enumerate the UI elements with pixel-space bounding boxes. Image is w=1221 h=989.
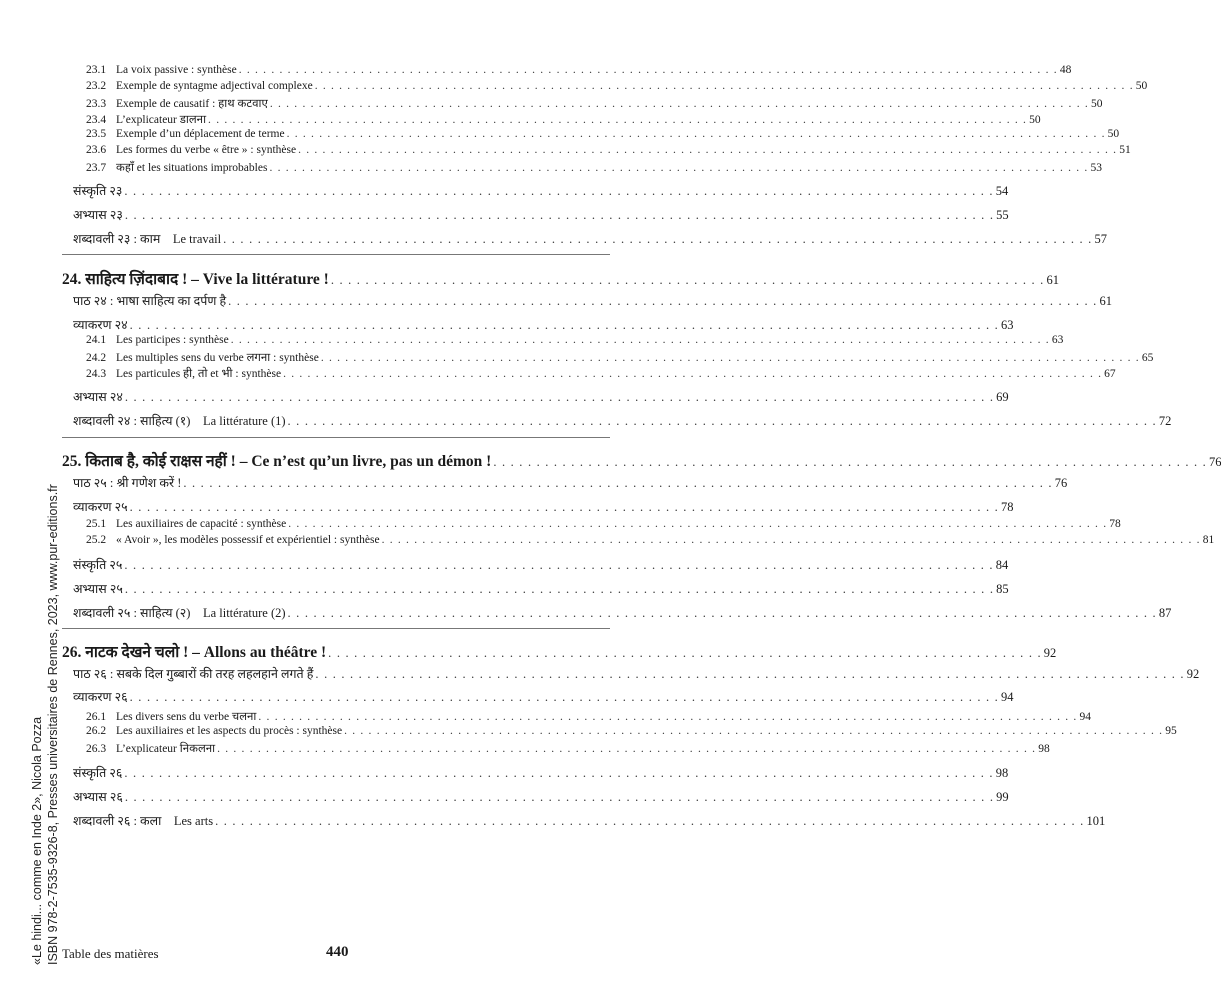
leader-dots: . . . . . . . . . . . . . . . . . . . . . . . . . . . . . . . . . . . . . . . . . . . . . . . . . . . . . . . . . . . . . . . . . . . . . . . . . . . . . . . . . . . — [493, 455, 1207, 469]
leader-dots: . . . . . . . . . . . . . . . . . . . . . . . . . . . . . . . . . . . . . . . . . . . . . . . . . . . . . . . . . . . . . . . . . . . . . . . . . . . . . . . . . . . . . . . . . . . . . . . . . . . . . — [124, 208, 995, 222]
page-number: 92 — [1186, 667, 1200, 681]
toc-entry-23-5[interactable]: 23.5 Exemple d’un déplacement de terme . . . . . . . . . . . . . . . . . . . . . . . . . . . . . . . . . . . . . . . . . . . . . . . . . . . . . . . . . . . . . . . . . . . . . . . . . . . . . . . . . . . . . . . . . . . . . . . . . . . . . 50 — [86, 128, 1120, 140]
page-number: 98 — [995, 766, 1009, 780]
page-number: 54 — [995, 184, 1009, 198]
leader-dots: . . . . . . . . . . . . . . . . . . . . . . . . . . . . . . . . . . . . . . . . . . . . . . . . . . . . . . . . . . . . . . . . . . . . . . . . . . . . . . . . . . . . . . . . . . . . . . . . . . . . . — [129, 318, 999, 332]
toc-vyakaran-25[interactable]: व्याकरण २५ . . . . . . . . . . . . . . . . . . . . . . . . . . . . . . . . . . . . . . . . . . . . . . . . . . . . . . . . . . . . . . . . . . . . . . . . . . . . . . . . . . . . . . . . . . . . . . . . . . . . . 78 — [73, 500, 1014, 514]
leader-dots: . . . . . . . . . . . . . . . . . . . . . . . . . . . . . . . . . . . . . . . . . . . . . . . . . . . . . . . . . . . . . . . . . . . . . . . . . . . . . . . . . . . . . . . . . . . . . . . . . . . . . — [287, 606, 1157, 620]
leader-dots: . . . . . . . . . . . . . . . . . . . . . . . . . . . . . . . . . . . . . . . . . . . . . . . . . . . . . . . . . . . . . . . . . . . . . . . . . . . . . . . . . . . . . . . . . . . . . . . . . . . . . — [287, 414, 1157, 428]
leader-dots: . . . . . . . . . . . . . . . . . . . . . . . . . . . . . . . . . . . . . . . . . . . . . . . . . . . . . . . . . . . . . . . . . . . . . . . . . . . . . . . . . . . . . . . . . . . . . . . . . . . . . — [215, 814, 1085, 828]
page-number: 50 — [1107, 128, 1120, 140]
leader-dots: . . . . . . . . . . . . . . . . . . . . . . . . . . . . . . . . . . . . . . . . . . . . . . . . . . . . . . . . . . . . . . . . . . . . . . . . . . . . . . . . . . . . . . . . . . . . . . . . . . . . . — [129, 690, 999, 704]
page-number: 72 — [1158, 414, 1172, 428]
page-number: 51 — [1119, 144, 1131, 156]
page-number: 94 — [1000, 690, 1014, 704]
toc-entry-24-3[interactable]: 24.3 Les particules ही, तो et भी : synthèse . . . . . . . . . . . . . . . . . . . . . . . . . . . . . . . . . . . . . . . . . . . . . . . . . . . . . . . . . . . . . . . . . . . . . . . . . . . . . . . . . . . . . . . . . . . . . . . . . . . . . 67 — [86, 368, 1116, 380]
page-number: 95 — [1165, 725, 1177, 737]
page-number: 50 — [1135, 80, 1148, 92]
page-number: 69 — [996, 390, 1009, 404]
page-number: 78 — [1109, 518, 1121, 530]
leader-dots: . . . . . . . . . . . . . . . . . . . . . . . . . . . . . . . . . . . . . . . . . . . . . . . . . . . . . . . . . . . . . . . . . . . . . . . . . . . . . . . . . . . . . . . . . . . . . . . . . . . . . — [208, 114, 1028, 126]
leader-dots: . . . . . . . . . . . . . . . . . . . . . . . . . . . . . . . . . . . . . . . . . . . . . . . . . . . . . . . . . . . . . . . . . . . . . . . . . . . . . . . . . . . — [328, 646, 1042, 660]
page-number: 63 — [1000, 318, 1014, 332]
page-number: 92 — [1043, 646, 1057, 660]
page-number: 87 — [1158, 606, 1172, 620]
toc-entry-23-7[interactable]: 23.7 कहाँ et les situations improbables . . . . . . . . . . . . . . . . . . . . . . . . . . . . . . . . . . . . . . . . . . . . . . . . . . . . . . . . . . . . . . . . . . . . . . . . . . . . . . . . . . . . . . . . . . . . . . . . . . . . . 53 — [86, 162, 1103, 174]
toc-entry-25-1[interactable]: 25.1 Les auxiliaires de capacité : synthèse . . . . . . . . . . . . . . . . . . . . . . . . . . . . . . . . . . . . . . . . . . . . . . . . . . . . . . . . . . . . . . . . . . . . . . . . . . . . . . . . . . . . . . . . . . . . . . . . . . . . . 78 — [86, 518, 1121, 530]
page-number: 48 — [1059, 64, 1072, 76]
toc-sanskriti-25[interactable]: संस्कृति २५ . . . . . . . . . . . . . . . . . . . . . . . . . . . . . . . . . . . . . . . . . . . . . . . . . . . . . . . . . . . . . . . . . . . . . . . . . . . . . . . . . . . . . . . . . . . . . . . . . . . . . 84 — [73, 558, 1009, 572]
leader-dots: . . . . . . . . . . . . . . . . . . . . . . . . . . . . . . . . . . . . . . . . . . . . . . . . . . . . . . . . . . . . . . . . . . . . . . . . . . . . . . . . . . . . . . . . . . . . . . . . . . . . . — [381, 534, 1201, 546]
leader-dots: . . . . . . . . . . . . . . . . . . . . . . . . . . . . . . . . . . . . . . . . . . . . . . . . . . . . . . . . . . . . . . . . . . . . . . . . . . . . . . . . . . . . . . . . . . . . . . . . . . . . . — [183, 476, 1053, 490]
leader-dots: . . . . . . . . . . . . . . . . . . . . . . . . . . . . . . . . . . . . . . . . . . . . . . . . . . . . . . . . . . . . . . . . . . . . . . . . . . . . . . . . . . . . . . . . . . . . . . . . . . . . . — [124, 790, 995, 804]
page-number: 57 — [1094, 232, 1107, 246]
toc-entry-23-3[interactable]: 23.3 Exemple de causatif : हाथ कटवाए . . . . . . . . . . . . . . . . . . . . . . . . . . . . . . . . . . . . . . . . . . . . . . . . . . . . . . . . . . . . . . . . . . . . . . . . . . . . . . . . . . . . . . . . . . . . . . . . . . . . . 50 — [86, 98, 1103, 110]
leader-dots: . . . . . . . . . . . . . . . . . . . . . . . . . . . . . . . . . . . . . . . . . . . . . . . . . . . . . . . . . . . . . . . . . . . . . . . . . . . . . . . . . . . . . . . . . . . . . . . . . . . . . — [288, 518, 1108, 530]
page-number: 67 — [1104, 368, 1116, 380]
leader-dots: . . . . . . . . . . . . . . . . . . . . . . . . . . . . . . . . . . . . . . . . . . . . . . . . . . . . . . . . . . . . . . . . . . . . . . . . . . . . . . . . . . . . . . . . . . . . . . . . . . . . . — [223, 232, 1093, 246]
page-number: 99 — [996, 790, 1009, 804]
toc-entry-26-2[interactable]: 26.2 Les auxiliaires et les aspects du procès : synthèse . . . . . . . . . . . . . . . . . . . . . . . . . . . . . . . . . . . . . . . . . . . . . . . . . . . . . . . . . . . . . . . . . . . . . . . . . . . . . . . . . . . . . . . . . . . . . . . . . . . . . 95 — [86, 725, 1177, 737]
toc-entry-23-2[interactable]: 23.2 Exemple de syntagme adjectival complexe . . . . . . . . . . . . . . . . . . . . . . . . . . . . . . . . . . . . . . . . . . . . . . . . . . . . . . . . . . . . . . . . . . . . . . . . . . . . . . . . . . . . . . . . . . . . . . . . . . . . . 50 — [86, 80, 1148, 92]
leader-dots: . . . . . . . . . . . . . . . . . . . . . . . . . . . . . . . . . . . . . . . . . . . . . . . . . . . . . . . . . . . . . . . . . . . . . . . . . . . . . . . . . . . . . . . . . . . . . . . . . . . . . — [315, 667, 1185, 681]
toc-entry-23-4[interactable]: 23.4 L’explicateur डालना . . . . . . . . . . . . . . . . . . . . . . . . . . . . . . . . . . . . . . . . . . . . . . . . . . . . . . . . . . . . . . . . . . . . . . . . . . . . . . . . . . . . . . . . . . . . . . . . . . . . . 50 — [86, 114, 1041, 126]
leader-dots: . . . . . . . . . . . . . . . . . . . . . . . . . . . . . . . . . . . . . . . . . . . . . . . . . . . . . . . . . . . . . . . . . . . . . . . . . . . . . . . . . . . . . . . . . . . . . . . . . . . . . — [230, 334, 1050, 346]
copyright-side-note — [30, 465, 60, 965]
toc-sanskriti-26[interactable]: संस्कृति २६ . . . . . . . . . . . . . . . . . . . . . . . . . . . . . . . . . . . . . . . . . . . . . . . . . . . . . . . . . . . . . . . . . . . . . . . . . . . . . . . . . . . . . . . . . . . . . . . . . . . . . 98 — [73, 766, 1009, 780]
page-number: 53 — [1090, 162, 1103, 174]
page-number: 76 — [1054, 476, 1068, 490]
footer-page-number: 440 — [326, 944, 349, 960]
page-number: 55 — [996, 208, 1009, 222]
toc-abhyas-24[interactable]: अभ्यास २४ . . . . . . . . . . . . . . . . . . . . . . . . . . . . . . . . . . . . . . . . . . . . . . . . . . . . . . . . . . . . . . . . . . . . . . . . . . . . . . . . . . . . . . . . . . . . . . . . . . . . . 69 — [73, 390, 1009, 404]
page-number: 50 — [1029, 114, 1041, 126]
leader-dots: . . . . . . . . . . . . . . . . . . . . . . . . . . . . . . . . . . . . . . . . . . . . . . . . . . . . . . . . . . . . . . . . . . . . . . . . . . . . . . . . . . . . . . . . . . . . . . . . . . . . . — [344, 725, 1164, 737]
leader-dots: . . . . . . . . . . . . . . . . . . . . . . . . . . . . . . . . . . . . . . . . . . . . . . . . . . . . . . . . . . . . . . . . . . . . . . . . . . . . . . . . . . . . . . . . . . . . . . . . . . . . . — [314, 80, 1134, 92]
toc-abhyas-23[interactable]: अभ्यास २३ . . . . . . . . . . . . . . . . . . . . . . . . . . . . . . . . . . . . . . . . . . . . . . . . . . . . . . . . . . . . . . . . . . . . . . . . . . . . . . . . . . . . . . . . . . . . . . . . . . . . . 55 — [73, 208, 1009, 222]
leader-dots: . . . . . . . . . . . . . . . . . . . . . . . . . . . . . . . . . . . . . . . . . . . . . . . . . . . . . . . . . . . . . . . . . . . . . . . . . . . . . . . . . . . . . . . . . . . . . . . . . . . . . — [269, 162, 1089, 174]
toc-shabdavali-26[interactable]: शब्दावली २६ : कला Les arts . . . . . . . . . . . . . . . . . . . . . . . . . . . . . . . . . . . . . . . . . . . . . . . . . . . . . . . . . . . . . . . . . . . . . . . . . . . . . . . . . . . . . . . . . . . . . . . . . . . . . 101 — [73, 814, 1106, 828]
toc-sanskriti-23[interactable]: संस्कृति २३ . . . . . . . . . . . . . . . . . . . . . . . . . . . . . . . . . . . . . . . . . . . . . . . . . . . . . . . . . . . . . . . . . . . . . . . . . . . . . . . . . . . . . . . . . . . . . . . . . . . . . 54 — [73, 184, 1009, 198]
page-number: 78 — [1000, 500, 1014, 514]
chapter-divider — [62, 628, 610, 629]
leader-dots: . . . . . . . . . . . . . . . . . . . . . . . . . . . . . . . . . . . . . . . . . . . . . . . . . . . . . . . . . . . . . . . . . . . . . . . . . . . . . . . . . . . . . . . . . . . . . . . . . . . . . — [129, 500, 999, 514]
toc-shabdavali-25[interactable]: शब्दावली २५ : साहित्य (२) La littérature (2) . . . . . . . . . . . . . . . . . . . . . . . . . . . . . . . . . . . . . . . . . . . . . . . . . . . . . . . . . . . . . . . . . . . . . . . . . . . . . . . . . . . . . . . . . . . . . . . . . . . . . 87 — [73, 606, 1172, 620]
leader-dots: . . . . . . . . . . . . . . . . . . . . . . . . . . . . . . . . . . . . . . . . . . . . . . . . . . . . . . . . . . . . . . . . . . . . . . . . . . . . . . . . . . . . . . . . . . . . . . . . . . . . . — [283, 368, 1103, 380]
toc-path-25[interactable]: पाठ २५ : श्री गणेश करें ! . . . . . . . . . . . . . . . . . . . . . . . . . . . . . . . . . . . . . . . . . . . . . . . . . . . . . . . . . . . . . . . . . . . . . . . . . . . . . . . . . . . . . . . . . . . . . . . . . . . . . 76 — [73, 476, 1068, 490]
toc-vyakaran-26[interactable]: व्याकरण २६ . . . . . . . . . . . . . . . . . . . . . . . . . . . . . . . . . . . . . . . . . . . . . . . . . . . . . . . . . . . . . . . . . . . . . . . . . . . . . . . . . . . . . . . . . . . . . . . . . . . . . 94 — [73, 690, 1014, 704]
toc-chapter-24[interactable]: 24. साहित्य ज़िंदाबाद ! – Vive la littérature ! . . . . . . . . . . . . . . . . . . . . . . . . . . . . . . . . . . . . . . . . . . . . . . . . . . . . . . . . . . . . . . . . . . . . . . . . . . . . . . . . . . . 61 — [62, 271, 1059, 288]
toc-entry-24-1[interactable]: 24.1 Les participes : synthèse . . . . . . . . . . . . . . . . . . . . . . . . . . . . . . . . . . . . . . . . . . . . . . . . . . . . . . . . . . . . . . . . . . . . . . . . . . . . . . . . . . . . . . . . . . . . . . . . . . . . . 63 — [86, 334, 1064, 346]
side-note-line-2: ISBN 978-2-7535-9326-8, Presses universitaires de Rennes, 2023, www.pur-editions.fr — [46, 484, 60, 965]
page-number: 94 — [1079, 711, 1091, 723]
toc-entry-23-6[interactable]: 23.6 Les formes du verbe « être » : synthèse . . . . . . . . . . . . . . . . . . . . . . . . . . . . . . . . . . . . . . . . . . . . . . . . . . . . . . . . . . . . . . . . . . . . . . . . . . . . . . . . . . . . . . . . . . . . . . . . . . . . . 51 — [86, 144, 1131, 156]
leader-dots: . . . . . . . . . . . . . . . . . . . . . . . . . . . . . . . . . . . . . . . . . . . . . . . . . . . . . . . . . . . . . . . . . . . . . . . . . . . . . . . . . . . . . . . . . . . . . . . . . . . . . — [124, 766, 994, 780]
page-number: 85 — [996, 582, 1009, 596]
leader-dots: . . . . . . . . . . . . . . . . . . . . . . . . . . . . . . . . . . . . . . . . . . . . . . . . . . . . . . . . . . . . . . . . . . . . . . . . . . . . . . . . . . . . . . . . . . . . . . . . . . . . . — [298, 144, 1118, 156]
leader-dots: . . . . . . . . . . . . . . . . . . . . . . . . . . . . . . . . . . . . . . . . . . . . . . . . . . . . . . . . . . . . . . . . . . . . . . . . . . . . . . . . . . . . . . . . . . . . . . . . . . . . . — [124, 582, 995, 596]
toc-entry-24-2[interactable]: 24.2 Les multiples sens du verbe लगना : synthèse . . . . . . . . . . . . . . . . . . . . . . . . . . . . . . . . . . . . . . . . . . . . . . . . . . . . . . . . . . . . . . . . . . . . . . . . . . . . . . . . . . . . . . . . . . . . . . . . . . . . . 65 — [86, 352, 1154, 364]
leader-dots: . . . . . . . . . . . . . . . . . . . . . . . . . . . . . . . . . . . . . . . . . . . . . . . . . . . . . . . . . . . . . . . . . . . . . . . . . . . . . . . . . . . . . . . . . . . . . . . . . . . . . — [286, 128, 1106, 140]
footer-section-title: Table des matières — [62, 946, 159, 961]
page-number: 81 — [1202, 534, 1215, 546]
leader-dots: . . . . . . . . . . . . . . . . . . . . . . . . . . . . . . . . . . . . . . . . . . . . . . . . . . . . . . . . . . . . . . . . . . . . . . . . . . . . . . . . . . . . . . . . . . . . . . . . . . . . . — [258, 711, 1078, 723]
leader-dots: . . . . . . . . . . . . . . . . . . . . . . . . . . . . . . . . . . . . . . . . . . . . . . . . . . . . . . . . . . . . . . . . . . . . . . . . . . . . . . . . . . . . . . . . . . . . . . . . . . . . . — [124, 184, 994, 198]
page-number: 84 — [995, 558, 1009, 572]
leader-dots: . . . . . . . . . . . . . . . . . . . . . . . . . . . . . . . . . . . . . . . . . . . . . . . . . . . . . . . . . . . . . . . . . . . . . . . . . . . . . . . . . . . — [330, 273, 1045, 287]
page-number: 98 — [1038, 743, 1050, 755]
toc-shabdavali-24[interactable]: शब्दावली २४ : साहित्य (१) La littérature (1) . . . . . . . . . . . . . . . . . . . . . . . . . . . . . . . . . . . . . . . . . . . . . . . . . . . . . . . . . . . . . . . . . . . . . . . . . . . . . . . . . . . . . . . . . . . . . . . . . . . . . 72 — [73, 414, 1172, 428]
leader-dots: . . . . . . . . . . . . . . . . . . . . . . . . . . . . . . . . . . . . . . . . . . . . . . . . . . . . . . . . . . . . . . . . . . . . . . . . . . . . . . . . . . . . . . . . . . . . . . . . . . . . . — [228, 294, 1098, 308]
toc-entry-23-1[interactable]: 23.1 La voix passive : synthèse . . . . . . . . . . . . . . . . . . . . . . . . . . . . . . . . . . . . . . . . . . . . . . . . . . . . . . . . . . . . . . . . . . . . . . . . . . . . . . . . . . . . . . . . . . . . . . . . . . . . . 48 — [86, 64, 1072, 76]
leader-dots: . . . . . . . . . . . . . . . . . . . . . . . . . . . . . . . . . . . . . . . . . . . . . . . . . . . . . . . . . . . . . . . . . . . . . . . . . . . . . . . . . . . . . . . . . . . . . . . . . . . . . — [238, 64, 1058, 76]
leader-dots: . . . . . . . . . . . . . . . . . . . . . . . . . . . . . . . . . . . . . . . . . . . . . . . . . . . . . . . . . . . . . . . . . . . . . . . . . . . . . . . . . . . . . . . . . . . . . . . . . . . . . — [124, 558, 994, 572]
page-number: 61 — [1099, 294, 1112, 308]
leader-dots: . . . . . . . . . . . . . . . . . . . . . . . . . . . . . . . . . . . . . . . . . . . . . . . . . . . . . . . . . . . . . . . . . . . . . . . . . . . . . . . . . . . . . . . . . . . . . . . . . . . . . — [269, 98, 1089, 110]
leader-dots: . . . . . . . . . . . . . . . . . . . . . . . . . . . . . . . . . . . . . . . . . . . . . . . . . . . . . . . . . . . . . . . . . . . . . . . . . . . . . . . . . . . . . . . . . . . . . . . . . . . . . — [124, 390, 995, 404]
page-number: 76 — [1208, 455, 1221, 469]
toc-entry-26-1[interactable]: 26.1 Les divers sens du verbe चलना . . . . . . . . . . . . . . . . . . . . . . . . . . . . . . . . . . . . . . . . . . . . . . . . . . . . . . . . . . . . . . . . . . . . . . . . . . . . . . . . . . . . . . . . . . . . . . . . . . . . . 94 — [86, 711, 1091, 723]
chapter-divider — [62, 437, 610, 438]
leader-dots: . . . . . . . . . . . . . . . . . . . . . . . . . . . . . . . . . . . . . . . . . . . . . . . . . . . . . . . . . . . . . . . . . . . . . . . . . . . . . . . . . . . . . . . . . . . . . . . . . . . . . — [320, 352, 1140, 364]
page-number: 50 — [1090, 98, 1103, 110]
page-number: 61 — [1046, 273, 1059, 287]
toc-chapter-25[interactable]: 25. किताब है, कोई राक्षस नहीं ! – Ce n’est qu’un livre, pas un démon ! . . . . . . . . . . . . . . . . . . . . . . . . . . . . . . . . . . . . . . . . . . . . . . . . . . . . . . . . . . . . . . . . . . . . . . . . . . . . . . . . . . . 76 — [62, 453, 1221, 470]
toc-entry-25-2[interactable]: 25.2 « Avoir », les modèles possessif et expérientiel : synthèse . . . . . . . . . . . . . . . . . . . . . . . . . . . . . . . . . . . . . . . . . . . . . . . . . . . . . . . . . . . . . . . . . . . . . . . . . . . . . . . . . . . . . . . . . . . . . . . . . . . . . 81 — [86, 534, 1215, 546]
page-number: 65 — [1141, 352, 1154, 364]
toc-abhyas-26[interactable]: अभ्यास २६ . . . . . . . . . . . . . . . . . . . . . . . . . . . . . . . . . . . . . . . . . . . . . . . . . . . . . . . . . . . . . . . . . . . . . . . . . . . . . . . . . . . . . . . . . . . . . . . . . . . . . 99 — [73, 790, 1009, 804]
side-note-line-1: «Le hindi... comme en Inde 2», Nicola Pozza — [30, 716, 44, 965]
toc-chapter-26[interactable]: 26. नाटक देखने चलो ! – Allons au théâtre ! . . . . . . . . . . . . . . . . . . . . . . . . . . . . . . . . . . . . . . . . . . . . . . . . . . . . . . . . . . . . . . . . . . . . . . . . . . . . . . . . . . . 92 — [62, 644, 1057, 661]
page-number: 101 — [1086, 814, 1106, 828]
leader-dots: . . . . . . . . . . . . . . . . . . . . . . . . . . . . . . . . . . . . . . . . . . . . . . . . . . . . . . . . . . . . . . . . . . . . . . . . . . . . . . . . . . . . . . . . . . . . . . . . . . . . . — [217, 743, 1037, 755]
toc-entry-26-3[interactable]: 26.3 L’explicateur निकलना . . . . . . . . . . . . . . . . . . . . . . . . . . . . . . . . . . . . . . . . . . . . . . . . . . . . . . . . . . . . . . . . . . . . . . . . . . . . . . . . . . . . . . . . . . . . . . . . . . . . . 98 — [86, 743, 1050, 755]
toc-vyakaran-24[interactable]: व्याकरण २४ . . . . . . . . . . . . . . . . . . . . . . . . . . . . . . . . . . . . . . . . . . . . . . . . . . . . . . . . . . . . . . . . . . . . . . . . . . . . . . . . . . . . . . . . . . . . . . . . . . . . . 63 — [73, 318, 1014, 332]
toc-shabdavali-23[interactable]: शब्दावली २३ : काम Le travail . . . . . . . . . . . . . . . . . . . . . . . . . . . . . . . . . . . . . . . . . . . . . . . . . . . . . . . . . . . . . . . . . . . . . . . . . . . . . . . . . . . . . . . . . . . . . . . . . . . . . 57 — [73, 232, 1107, 246]
toc-abhyas-25[interactable]: अभ्यास २५ . . . . . . . . . . . . . . . . . . . . . . . . . . . . . . . . . . . . . . . . . . . . . . . . . . . . . . . . . . . . . . . . . . . . . . . . . . . . . . . . . . . . . . . . . . . . . . . . . . . . . 85 — [73, 582, 1009, 596]
page-number: 63 — [1051, 334, 1064, 346]
toc-path-24[interactable]: पाठ २४ : भाषा साहित्य का दर्पण है . . . . . . . . . . . . . . . . . . . . . . . . . . . . . . . . . . . . . . . . . . . . . . . . . . . . . . . . . . . . . . . . . . . . . . . . . . . . . . . . . . . . . . . . . . . . . . . . . . . . . 61 — [73, 294, 1112, 308]
toc-path-26[interactable]: पाठ २६ : सबके दिल गुब्बारों की तरह लहलहाने लगते हैं . . . . . . . . . . . . . . . . . . . . . . . . . . . . . . . . . . . . . . . . . . . . . . . . . . . . . . . . . . . . . . . . . . . . . . . . . . . . . . . . . . . . . . . . . . . . . . . . . . . . . 92 — [73, 667, 1200, 681]
chapter-divider — [62, 254, 610, 255]
